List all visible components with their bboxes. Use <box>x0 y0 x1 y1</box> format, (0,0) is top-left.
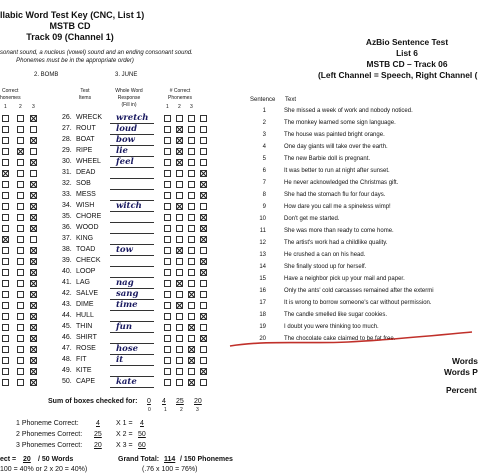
phoneme-checkbox[interactable] <box>188 137 195 144</box>
phoneme-checkbox[interactable] <box>2 192 9 199</box>
phoneme-checkbox[interactable] <box>2 280 9 287</box>
phoneme-checkbox[interactable] <box>200 214 207 221</box>
phoneme-checkbox[interactable] <box>2 225 9 232</box>
phoneme-checkbox[interactable] <box>17 335 24 342</box>
phoneme-checkbox[interactable] <box>30 313 37 320</box>
phoneme-checkbox[interactable] <box>200 159 207 166</box>
phoneme-checkbox[interactable] <box>176 313 183 320</box>
phoneme-checkbox[interactable] <box>17 214 24 221</box>
cnc-note-line1: sonant sound, a nucleus (vowel) sound and an ending consonant sound. <box>0 50 193 56</box>
phoneme-checkbox[interactable] <box>17 181 24 188</box>
phoneme-checkbox[interactable] <box>200 170 207 177</box>
phoneme-checkbox[interactable] <box>188 181 195 188</box>
phoneme-checkbox[interactable] <box>30 192 37 199</box>
phoneme-checkbox[interactable] <box>188 324 195 331</box>
phoneme-checkbox[interactable] <box>188 247 195 254</box>
phoneme-checkbox[interactable] <box>176 225 183 232</box>
sum-label: Sum of boxes checked for: <box>48 398 138 405</box>
phoneme-checkbox[interactable] <box>30 324 37 331</box>
phoneme-checkbox[interactable] <box>188 269 195 276</box>
phoneme-checkbox[interactable] <box>30 159 37 166</box>
sum-tick-1: 1 <box>164 407 167 413</box>
phoneme-checkbox[interactable] <box>200 346 207 353</box>
sum-value-2: 25 <box>176 398 184 405</box>
phoneme-checkbox[interactable] <box>17 203 24 210</box>
phoneme-checkbox[interactable] <box>176 203 183 210</box>
phoneme-checkbox[interactable] <box>30 335 37 342</box>
phoneme-checkbox[interactable] <box>30 247 37 254</box>
phoneme-checkbox[interactable] <box>188 357 195 364</box>
phoneme-checkbox[interactable] <box>200 126 207 133</box>
phoneme-checkbox[interactable] <box>200 137 207 144</box>
azbio-track: MSTB CD – Track 06 <box>366 59 448 69</box>
phoneme-checkbox[interactable] <box>176 368 183 375</box>
red-pen-strike <box>228 330 474 354</box>
phoneme-checkbox[interactable] <box>200 269 207 276</box>
phoneme-checkbox[interactable] <box>30 291 37 298</box>
phoneme-checkbox[interactable] <box>17 379 24 386</box>
azbio-list: List 6 <box>396 48 418 58</box>
phoneme-checkbox[interactable] <box>200 192 207 199</box>
phoneme-checkbox[interactable] <box>30 115 37 122</box>
phoneme-checkbox-grid <box>0 113 210 393</box>
phoneme-checkbox[interactable] <box>164 269 171 276</box>
percent-label: Percent <box>446 385 477 395</box>
header-n1-right: 1 <box>166 104 169 110</box>
phoneme-checkbox[interactable] <box>17 225 24 232</box>
phoneme-checkbox[interactable] <box>30 170 37 177</box>
phoneme-checkbox[interactable] <box>2 324 9 331</box>
phoneme-checkbox[interactable] <box>17 291 24 298</box>
phoneme-checkbox[interactable] <box>30 357 37 364</box>
phoneme-checkbox[interactable] <box>176 181 183 188</box>
header-n3-right: 3 <box>190 104 193 110</box>
phoneme-checkbox[interactable] <box>30 258 37 265</box>
phoneme-checkbox[interactable] <box>188 126 195 133</box>
p1-mult: X 1 = <box>116 420 133 427</box>
phoneme-checkbox[interactable] <box>176 357 183 364</box>
phoneme-checkbox[interactable] <box>188 203 195 210</box>
phoneme-checkbox[interactable] <box>17 324 24 331</box>
phoneme-checkbox[interactable] <box>176 115 183 122</box>
example-june: 3. JUNE <box>115 72 138 78</box>
phoneme-checkbox[interactable] <box>2 357 9 364</box>
phoneme-checkbox[interactable] <box>30 203 37 210</box>
phoneme-checkbox[interactable] <box>188 192 195 199</box>
header-response: Response <box>117 95 141 101</box>
sentence-rows: 1 She missed a week of work and nobody noticed. 2 The monkey learned some sign language. 3 The house was painted bright orange. 4 One day giants will take over the earth. 5 The new Barbie doll is pregnant. 6 It was better to run at night after sunset. 7 He never acknowledged the Christmas gift. 8 She had the stomach flu for four days. 9 How dare you call me a spineless wimp! 10 Don't get me started. 11 She was more than ready to come home. 12 The artist's work had a childlike quality. 13 He crushed a can on his head. 14 She finally stood up for herself. 15 Have a neighbor pick up your mail and paper. 16 Only the ants' cold carcasses remained after the extermi 17 It is wrong to borrow someone's car without permission. 18 The candle smelled like sugar cookies. 19 I doubt you were thinking too much. 20 The chocolate cake claimed to be fat free. <box>259 108 434 342</box>
grand-total-value: 114 <box>164 456 176 463</box>
phoneme-checkbox[interactable] <box>164 192 171 199</box>
phoneme-checkbox[interactable] <box>17 115 24 122</box>
words-p-label: Words P <box>444 367 478 377</box>
p2-result: 50 <box>138 431 146 438</box>
phoneme-checkbox[interactable] <box>17 258 24 265</box>
phoneme-checkbox[interactable] <box>2 368 9 375</box>
phoneme-checkbox[interactable] <box>200 225 207 232</box>
phoneme-checkbox[interactable] <box>176 280 183 287</box>
phoneme-checkbox[interactable] <box>188 346 195 353</box>
phoneme-checkbox[interactable] <box>200 258 207 265</box>
phoneme-checkbox[interactable] <box>30 137 37 144</box>
phoneme-checkbox[interactable] <box>2 115 9 122</box>
phoneme-checkbox[interactable] <box>164 181 171 188</box>
cnc-subtitle-cd: MSTB CD <box>49 21 91 31</box>
phoneme-checkbox[interactable] <box>30 126 37 133</box>
phoneme-checkbox[interactable] <box>17 159 24 166</box>
phoneme-checkbox[interactable] <box>2 214 9 221</box>
p3-label: 3 Phonemes Correct: <box>16 442 83 449</box>
phoneme-checkbox[interactable] <box>164 170 171 177</box>
words-label: Words <box>452 356 478 366</box>
phoneme-checkbox[interactable] <box>2 148 9 155</box>
phoneme-checkbox[interactable] <box>188 115 195 122</box>
phoneme-checkbox[interactable] <box>164 335 171 342</box>
phoneme-checkbox[interactable] <box>2 302 9 309</box>
phoneme-checkbox[interactable] <box>176 148 183 155</box>
header-whole-word: Whole Word <box>115 88 143 94</box>
header-sentence: Sentence <box>250 97 276 103</box>
phoneme-checkbox[interactable] <box>17 357 24 364</box>
phoneme-checkbox[interactable] <box>176 258 183 265</box>
grand-total-label: Grand Total: <box>118 456 160 463</box>
phoneme-checkbox[interactable] <box>188 368 195 375</box>
phoneme-checkbox[interactable] <box>176 137 183 144</box>
phoneme-checkbox[interactable] <box>176 346 183 353</box>
phoneme-checkbox[interactable] <box>164 137 171 144</box>
phoneme-checkbox[interactable] <box>176 170 183 177</box>
phoneme-checkbox[interactable] <box>164 258 171 265</box>
phoneme-checkbox[interactable] <box>188 236 195 243</box>
phoneme-checkbox[interactable] <box>30 379 37 386</box>
phoneme-checkbox[interactable] <box>200 115 207 122</box>
header-fill-in: (Fill in) <box>121 102 137 108</box>
phoneme-checkbox[interactable] <box>164 225 171 232</box>
phoneme-checkbox[interactable] <box>164 324 171 331</box>
azbio-title: AzBio Sentence Test <box>365 37 449 47</box>
phoneme-checkbox[interactable] <box>164 291 171 298</box>
phoneme-checkbox[interactable] <box>188 291 195 298</box>
phoneme-checkbox[interactable] <box>188 258 195 265</box>
phoneme-checkbox[interactable] <box>176 126 183 133</box>
phoneme-checkbox[interactable] <box>176 379 183 386</box>
phoneme-checkbox[interactable] <box>188 159 195 166</box>
phoneme-checkbox[interactable] <box>2 313 9 320</box>
words-correct-prefix: ect = <box>0 456 17 463</box>
phoneme-checkbox[interactable] <box>30 148 37 155</box>
phoneme-checkbox[interactable] <box>164 126 171 133</box>
phoneme-checkbox[interactable] <box>200 236 207 243</box>
phoneme-checkbox[interactable] <box>17 236 24 243</box>
header-phonemes-right: Phonemes <box>168 95 192 101</box>
azbio-channel-note: (Left Channel = Speech, Right Channel ( <box>318 70 478 80</box>
sum-value-0: 0 <box>147 398 151 405</box>
phoneme-checkbox[interactable] <box>200 302 207 309</box>
phoneme-checkbox[interactable] <box>176 159 183 166</box>
phoneme-checkbox[interactable] <box>188 335 195 342</box>
phoneme-checkbox[interactable] <box>176 247 183 254</box>
header-num-correct: # Correct <box>169 88 191 94</box>
phoneme-checkbox[interactable] <box>2 203 9 210</box>
words-correct-suffix: / 50 Words <box>38 456 74 463</box>
header-items: Items <box>78 95 92 101</box>
phoneme-checkbox[interactable] <box>200 379 207 386</box>
phoneme-checkbox[interactable] <box>2 170 9 177</box>
phoneme-checkbox[interactable] <box>200 181 207 188</box>
phoneme-checkbox[interactable] <box>17 302 24 309</box>
phoneme-checkbox[interactable] <box>17 148 24 155</box>
word-rows: 26. WRECK wretch 27. ROUT loud 28. BOAT bow 29. RIPE lie 30. WHEEL feel 31. DEAD 32. SOB 33. MESS 34. WISH witch 35. CHORE 36. WOOD 37. KING 38. TOAD tow 39. CHECK 40. LOOP 41. LAG nag 42. SALVE sang 43. DIME time 44. HULL 45. THIN fun 46. SHIRT 47. ROSE hose 48. FIT it 49. KITE 50. CAPE kate <box>0 113 210 393</box>
p1-result: 4 <box>140 420 144 427</box>
phoneme-checkbox[interactable] <box>164 247 171 254</box>
phoneme-checkbox[interactable] <box>200 148 207 155</box>
phoneme-checkbox[interactable] <box>188 214 195 221</box>
phoneme-checkbox[interactable] <box>164 280 171 287</box>
phoneme-checkbox[interactable] <box>188 170 195 177</box>
phoneme-checkbox[interactable] <box>2 247 9 254</box>
phoneme-checkbox[interactable] <box>30 302 37 309</box>
phoneme-checkbox[interactable] <box>2 258 9 265</box>
p2-mult: X 2 = <box>116 431 133 438</box>
example-bomb: 2. BOMB <box>34 72 59 78</box>
phoneme-checkbox[interactable] <box>176 214 183 221</box>
phoneme-checkbox[interactable] <box>30 214 37 221</box>
phoneme-checkbox[interactable] <box>164 346 171 353</box>
phoneme-checkbox[interactable] <box>164 236 171 243</box>
phoneme-checkbox[interactable] <box>17 346 24 353</box>
phoneme-checkbox[interactable] <box>164 159 171 166</box>
phoneme-checkbox[interactable] <box>2 159 9 166</box>
header-test: Test <box>80 88 90 94</box>
p3-mult: X 3 = <box>116 442 133 449</box>
header-n3-left: 3 <box>32 104 35 110</box>
phoneme-checkbox[interactable] <box>17 126 24 133</box>
sum-value-1: 4 <box>162 398 166 405</box>
phoneme-checkbox[interactable] <box>188 302 195 309</box>
header-correct-left: Correct <box>2 88 19 94</box>
phoneme-checkbox[interactable] <box>164 302 171 309</box>
calc-phonemes: (.76 x 100 = 76%) <box>142 466 198 473</box>
p1-value: 4 <box>96 420 100 427</box>
phoneme-checkbox[interactable] <box>164 368 171 375</box>
phoneme-checkbox[interactable] <box>2 346 9 353</box>
phoneme-checkbox[interactable] <box>200 203 207 210</box>
cnc-title: llabic Word Test Key (CNC, List 1) <box>0 10 145 20</box>
phoneme-checkbox[interactable] <box>2 335 9 342</box>
phoneme-checkbox[interactable] <box>17 313 24 320</box>
phoneme-checkbox[interactable] <box>188 313 195 320</box>
phoneme-checkbox[interactable] <box>2 236 9 243</box>
phoneme-checkbox[interactable] <box>2 137 9 144</box>
phoneme-checkbox[interactable] <box>200 368 207 375</box>
phoneme-checkbox[interactable] <box>188 379 195 386</box>
grand-total-suffix: / 150 Phonemes <box>180 456 233 463</box>
phoneme-checkbox[interactable] <box>176 236 183 243</box>
phoneme-checkbox[interactable] <box>200 313 207 320</box>
phoneme-checkbox[interactable] <box>200 335 207 342</box>
header-text: Text <box>285 97 297 103</box>
words-correct-value: 20 <box>23 456 31 463</box>
p3-result: 60 <box>138 442 146 449</box>
phoneme-checkbox[interactable] <box>188 148 195 155</box>
phoneme-checkbox[interactable] <box>164 357 171 364</box>
phoneme-checkbox[interactable] <box>30 280 37 287</box>
header-n2-left: 2 <box>19 104 22 110</box>
phoneme-checkbox[interactable] <box>164 115 171 122</box>
phoneme-checkbox[interactable] <box>200 357 207 364</box>
p1-label: 1 Phoneme Correct: <box>16 420 79 427</box>
phoneme-checkbox[interactable] <box>176 269 183 276</box>
phoneme-checkbox[interactable] <box>17 247 24 254</box>
phoneme-checkbox[interactable] <box>164 379 171 386</box>
phoneme-checkbox[interactable] <box>17 192 24 199</box>
sum-tick-2: 2 <box>180 407 183 413</box>
p2-label: 2 Phonemes Correct: <box>16 431 83 438</box>
phoneme-checkbox[interactable] <box>2 181 9 188</box>
phoneme-checkbox[interactable] <box>30 236 37 243</box>
phoneme-checkbox[interactable] <box>30 346 37 353</box>
phoneme-checkbox[interactable] <box>176 192 183 199</box>
phoneme-checkbox[interactable] <box>188 280 195 287</box>
phoneme-checkbox[interactable] <box>164 203 171 210</box>
cnc-subtitle-track: Track 09 (Channel 1) <box>26 32 114 42</box>
phoneme-checkbox[interactable] <box>30 368 37 375</box>
phoneme-checkbox[interactable] <box>30 269 37 276</box>
phoneme-checkbox[interactable] <box>30 181 37 188</box>
phoneme-checkbox[interactable] <box>30 225 37 232</box>
phoneme-checkbox[interactable] <box>200 280 207 287</box>
phoneme-checkbox[interactable] <box>2 291 9 298</box>
sum-tick-3: 3 <box>196 407 199 413</box>
phoneme-checkbox[interactable] <box>176 335 183 342</box>
sum-tick-0: 0 <box>148 407 151 413</box>
phoneme-checkbox[interactable] <box>176 302 183 309</box>
sum-value-3: 20 <box>194 398 202 405</box>
phoneme-checkbox[interactable] <box>17 170 24 177</box>
calc-words: 100 = 40% or 2 x 20 = 40%) <box>0 466 88 473</box>
phoneme-checkbox[interactable] <box>200 291 207 298</box>
phoneme-checkbox[interactable] <box>200 247 207 254</box>
p3-value: 20 <box>94 442 102 449</box>
phoneme-checkbox[interactable] <box>164 148 171 155</box>
phoneme-checkbox[interactable] <box>17 269 24 276</box>
phoneme-checkbox[interactable] <box>188 225 195 232</box>
header-n1-left: 1 <box>4 104 7 110</box>
phoneme-checkbox[interactable] <box>17 368 24 375</box>
phoneme-checkbox[interactable] <box>176 291 183 298</box>
phoneme-checkbox[interactable] <box>17 280 24 287</box>
cnc-note-line2: Phonemes must be in the appropriate order) <box>16 58 134 64</box>
phoneme-checkbox[interactable] <box>200 324 207 331</box>
p2-value: 25 <box>94 431 102 438</box>
header-phonemes-left: honemes <box>0 95 21 101</box>
phoneme-checkbox[interactable] <box>17 137 24 144</box>
phoneme-checkbox[interactable] <box>164 214 171 221</box>
phoneme-checkbox[interactable] <box>2 269 9 276</box>
phoneme-checkbox[interactable] <box>2 126 9 133</box>
phoneme-checkbox[interactable] <box>2 379 9 386</box>
phoneme-checkbox[interactable] <box>164 313 171 320</box>
header-n2-right: 2 <box>178 104 181 110</box>
phoneme-checkbox[interactable] <box>176 324 183 331</box>
